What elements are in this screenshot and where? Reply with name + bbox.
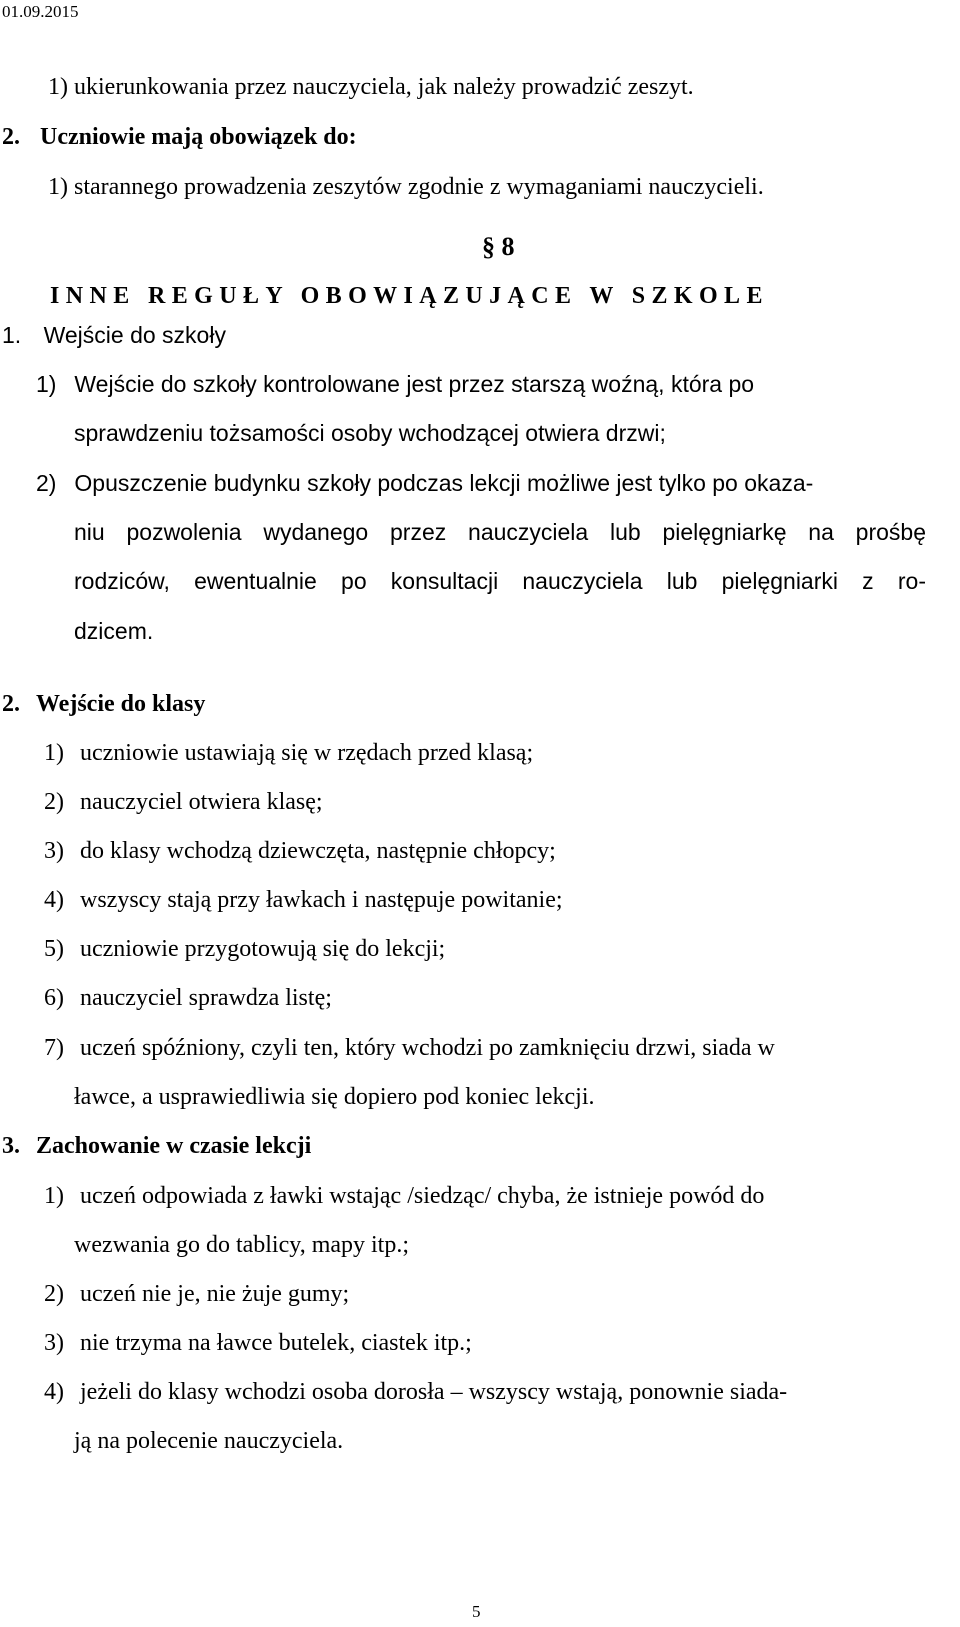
list-item-text: uczniowie przygotowują się do lekcji; [80,936,446,962]
paragraph-mark: § 8 [482,232,515,261]
section-heading [2,689,205,719]
list-item [48,172,764,202]
list-item-text: uczeń spóźniony, czyli ten, który wchodzi po zamknięciu drzwi, siada w [80,1035,775,1061]
list-item-number: 2) [44,1281,64,1307]
section-title: Wejście do klasy [36,691,206,717]
list-item-number: 1) [44,1183,64,1209]
list-item-number: 4) [44,887,64,913]
list-item [44,934,445,964]
list-item-text: uczniowie ustawiają się w rzędach przed klasą; [80,740,534,766]
list-item-number: 4) [44,1379,64,1405]
list-item-text: Opuszczenie budynku szkoły podczas lekcji możliwe jest tylko po okaza- [74,470,814,496]
list-item [44,1033,775,1063]
list-item-text: 1) ukierunkowania przez nauczyciela, jak należy prowadzić zeszyt. [48,74,694,100]
list-item-text: nauczyciel otwiera klasę; [80,789,323,815]
section-heading [2,1131,311,1161]
list-item-text: uczeń odpowiada z ławki wstając /siedząc/ chyba, że istnieje powód do [80,1183,765,1209]
section-number: 3. [2,1133,20,1159]
section-title: Uczniowie mają obowiązek do: [40,124,357,150]
list-item [44,1377,787,1407]
list-item-continuation [74,517,926,547]
list-item [44,738,533,768]
list-item [44,885,563,915]
list-item-text: niu pozwolenia wydanego przez nauczyciela lub pielęgniarkę na prośbę [74,519,926,545]
list-item-number: 2) [36,470,57,496]
list-item-text: ławce, a usprawiedliwia się dopiero pod koniec lekcji. [74,1084,595,1110]
chapter-heading: INNE REGUŁY OBOWIĄZUJĄCE W SZKOLE [50,283,769,309]
section-number: 1. [2,322,22,348]
list-item-number: 3) [44,838,64,864]
list-item-number: 7) [44,1035,64,1061]
section-title: Zachowanie w czasie lekcji [36,1133,312,1159]
list-item-text: nie trzyma na ławce butelek, ciastek itp.; [80,1330,472,1356]
list-item [36,468,813,498]
list-item-number: 2) [44,789,64,815]
list-item [44,1181,764,1211]
page-number: 5 [472,1602,481,1621]
date-header: 01.09.2015 [2,2,79,21]
list-item-text: jeżeli do klasy wchodzi osoba dorosła – wszyscy wstają, ponownie siada- [80,1379,788,1405]
list-item-continuation [74,1426,343,1456]
section-heading [2,122,357,152]
list-item [44,787,323,817]
list-item-continuation [74,1082,595,1112]
list-item-number: 1) [44,740,64,766]
section-heading [2,320,226,350]
list-item-text: ją na polecenie nauczyciela. [74,1428,344,1454]
list-item-text: rodziców, ewentualnie po konsultacji nauczyciela lub pielęgniarki z ro- [74,568,926,594]
list-item [48,72,694,102]
list-item-continuation [74,1230,409,1260]
list-item-continuation [74,616,153,646]
list-item [44,1279,349,1309]
list-item-text: sprawdzeniu tożsamości osoby wchodzącej otwiera drzwi; [74,420,666,446]
list-item-continuation [74,418,666,448]
list-item-text: 1) starannego prowadzenia zeszytów zgodnie z wymaganiami nauczycieli. [48,174,764,200]
list-item-number: 1) [36,371,57,397]
list-item-text: wszyscy stają przy ławkach i następuje powitanie; [80,887,563,913]
section-title: Wejście do szkoły [43,322,226,348]
list-item-text: nauczyciel sprawdza listę; [80,985,332,1011]
list-item [44,1328,472,1358]
list-item [44,836,556,866]
section-number: 2. [2,691,20,717]
list-item-text: wezwania go do tablicy, mapy itp.; [74,1232,410,1258]
list-item [36,369,754,399]
list-item [44,983,332,1013]
list-item-text: dzicem. [74,618,154,644]
list-item-continuation [74,566,926,596]
list-item-text: do klasy wchodzą dziewczęta, następnie chłopcy; [80,838,556,864]
section-number: 2. [2,124,20,150]
list-item-number: 3) [44,1330,64,1356]
list-item-number: 5) [44,936,64,962]
list-item-text: Wejście do szkoły kontrolowane jest przez starszą woźną, która po [74,371,755,397]
list-item-text: uczeń nie je, nie żuje gumy; [80,1281,350,1307]
list-item-number: 6) [44,985,64,1011]
